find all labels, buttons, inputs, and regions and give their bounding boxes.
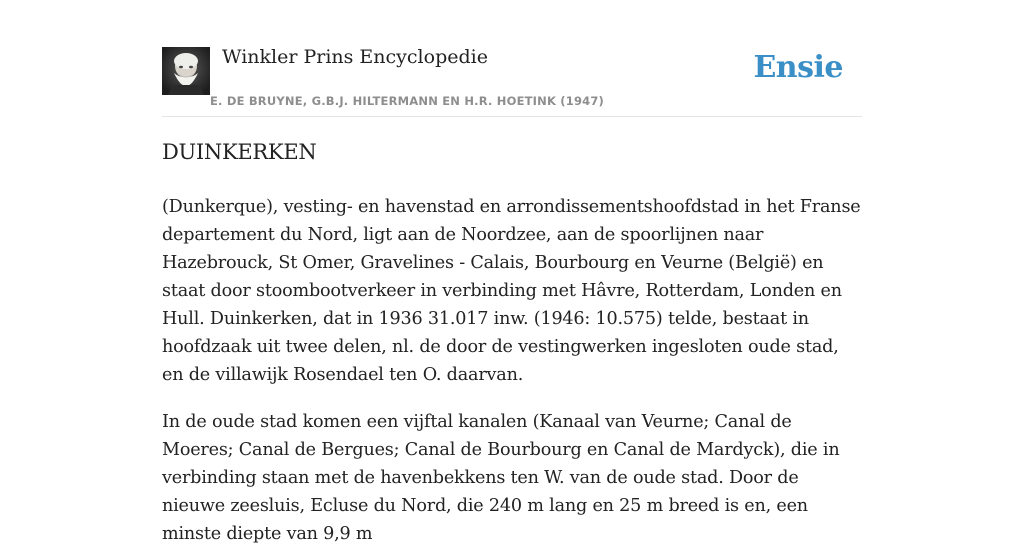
article xyxy=(162,140,862,548)
author-avatar[interactable] xyxy=(162,47,210,95)
authors-line: E. DE BRUYNE, G.B.J. HILTERMANN EN H.R. HOETINK (1947) xyxy=(210,94,605,108)
source-header xyxy=(162,0,862,117)
portrait-icon xyxy=(162,47,210,95)
article-paragraph: (Dunkerque), vesting- en havenstad en arrondissementshoofdstad in het Franse departement du Nord, ligt aan de Noordzee, aan de spoorlijnen naar Hazebrouck, St Omer, Gravelines - Calais, Bourbourg en Veurne (België) en staat door stoombootverkeer in verbinding met Hâvre, Rotterdam, Londen en Hull. Duinkerken, dat in 1936 31.017 inw. (1946: 10.575) telde, bestaat in hoofdzaak uit twee delen, nl. de door de vestingwerken ingesloten oude stad, en de villawijk Rosendael ten O. daarvan. xyxy=(162,197,861,385)
source-title[interactable]: Winkler Prins Encyclopedie xyxy=(222,46,488,68)
ensie-logo[interactable]: Ensie xyxy=(753,50,843,85)
article-paragraph: In de oude stad komen een vijftal kanalen (Kanaal van Veurne; Canal de Moeres; Canal de Bergues; Canal de Bourbourg en Canal de Mardyck), die in verbinding staan met de havenbekkens ten W. van de oude stad. Door de nieuwe zeesluis, Ecluse du Nord, die 240 m lang en 25 m breed is en, een minste diepte van 9,9 m xyxy=(162,412,840,544)
article-title: DUINKERKEN xyxy=(162,140,317,164)
